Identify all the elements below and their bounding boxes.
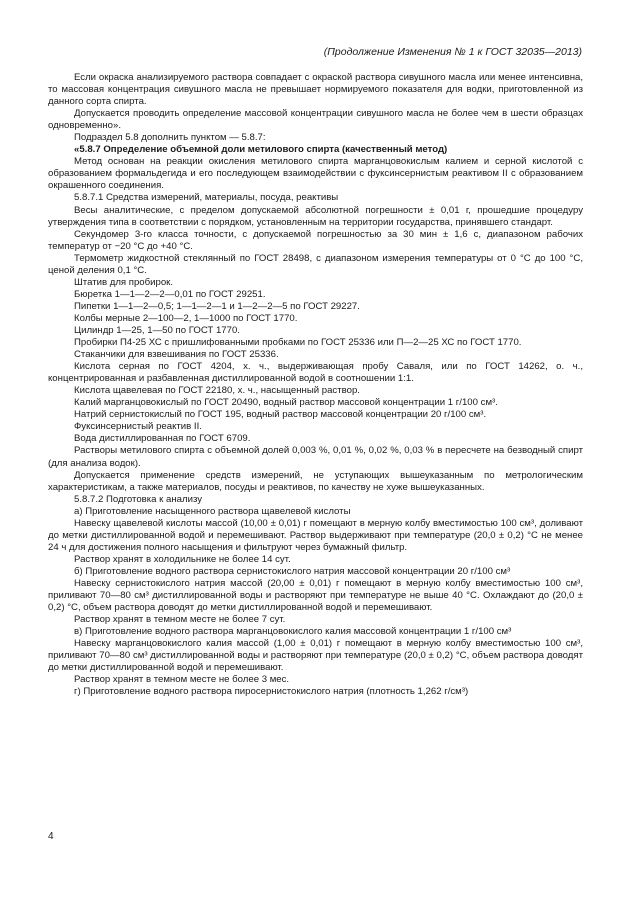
paragraph: Термометр жидкостной стеклянный по ГОСТ 28498, с диапазоном измерения температуры от 0 °С до 100 °С, ценой деления 0,1 °С.	[48, 252, 583, 276]
paragraph: а) Приготовление насыщенного раствора щавелевой кислоты	[74, 505, 351, 517]
paragraph: Пипетки 1—1—2—0,5; 1—1—2—1 и 1—2—2—5 по ГОСТ 29227.	[74, 300, 360, 312]
paragraph: Цилиндр 1—25, 1—50 по ГОСТ 1770.	[74, 324, 240, 336]
paragraph: в) Приготовление водного раствора марганцовокислого калия массовой концентрации 1 г/100 см³	[74, 626, 512, 638]
paragraph: Натрий сернистокислый по ГОСТ 195, водный раствор массовой концентрации 20 г/100 см³.	[74, 409, 487, 421]
paragraph: Метод основан на реакции окисления метилового спирта марганцовокислым калием и серной кислотой с образованием формальдегида и его последующем взаимодействии с фуксинсернистым реактивом II с образованием окрашенного соединения.	[48, 156, 583, 192]
paragraph: Навеску щавелевой кислоты массой (10,00 ± 0,01) г помещают в мерную колбу вместимостью 100 см³, доливают до метки дистиллированной водой и перемешивают. Раствор выдерживают при температуре (20,0 ± 0,2) °С не менее 24 ч для достижения полного насыщения и фильтруют через бумажный фильтр.	[48, 517, 583, 553]
paragraph: Допускается применение средств измерений, не уступающих вышеуказанным по метрологическим характеристикам, а также материалов, посуды и реактивов, по качеству не хуже вышеуказанных.	[48, 469, 583, 493]
paragraph: Кислота серная по ГОСТ 4204, х. ч., выдерживающая пробу Саваля, или по ГОСТ 14262, о. ч., концентрированная и разбавленная дистиллированной водой в соотношении 1:1.	[48, 361, 583, 385]
section-heading: «5.8.7 Определение объемной доли метилового спирта (качественный метод)	[74, 144, 448, 156]
paragraph: Кислота щавелевая по ГОСТ 22180, х. ч., насыщенный раствор.	[74, 385, 360, 397]
paragraph: Фуксинсернистый реактив II.	[74, 421, 202, 433]
paragraph: Весы аналитические, с пределом допускаемой абсолютной погрешности ± 0,01 г, прошедшие процедуру утверждения типа в соответствии с порядком, установленным на территории государства, принявшего стандарт.	[48, 204, 583, 228]
document-body	[48, 72, 583, 698]
paragraph: Раствор хранят в темном месте не более 7 сут.	[74, 614, 286, 626]
paragraph: Вода дистиллированная по ГОСТ 6709.	[74, 433, 251, 445]
paragraph: Пробирки П4-25 ХС с пришлифованными пробками по ГОСТ 25336 или П—2—25 ХС по ГОСТ 1770.	[74, 337, 522, 349]
paragraph: Навеску сернистокислого натрия массой (20,00 ± 0,01) г помещают в мерную колбу вместимостью 100 см³, приливают 70—80 см³ дистиллированной воды и растворяют при температуре не выше 40 °С. Охлаждают до (20,0 ± 0,2) °С, объем раствора доводят до метки дистиллированной водой и перемешивают.	[48, 577, 583, 614]
paragraph: б) Приготовление водного раствора сернистокислого натрия массовой концентрации 20 г/100 см³	[74, 565, 511, 577]
paragraph: г) Приготовление водного раствора пиросернистокислого натрия (плотность 1,262 г/см³)	[74, 686, 469, 698]
paragraph: Навеску марганцовокислого калия массой (1,00 ± 0,01) г помещают в мерную колбу вместимостью 100 см³, приливают 70—80 см³ дистиллированной воды и растворяют при температуре (20,0 ± 0,2) °С, объем раствора доводят до метки дистиллированной водой и перемешивают.	[48, 638, 583, 674]
running-header: (Продолжение Изменения № 1 к ГОСТ 32035—2013)	[323, 46, 582, 58]
paragraph: Растворы метилового спирта с объемной долей 0,003 %, 0,01 %, 0,02 %, 0,03 % в пересчете на безводный спирт (для анализа водок).	[48, 445, 583, 469]
paragraph: Если окраска анализируемого раствора совпадает с окраской раствора сивушного масла или менее интенсивна, то массовая концентрация сивушного масла не превышает нормируемого показателя для водки, приготовленной из данного сорта спирта.	[48, 72, 583, 108]
paragraph: Колбы мерные 2—100—2, 1—1000 по ГОСТ 1770.	[74, 312, 298, 324]
paragraph: Допускается проводить определение массовой концентрации сивушного масла не более чем в шести образцах одновременно».	[48, 108, 583, 132]
paragraph: Раствор хранят в холодильнике не более 14 сут.	[74, 553, 291, 565]
subsection-heading: 5.8.7.2 Подготовка к анализу	[74, 493, 203, 505]
paragraph: Стаканчики для взвешивания по ГОСТ 25336.	[74, 349, 279, 361]
paragraph: Раствор хранят в темном месте не более 3 мес.	[74, 674, 290, 686]
page-number: 4	[48, 831, 54, 842]
paragraph: Бюретка 1—1—2—2—0,01 по ГОСТ 29251.	[74, 288, 266, 300]
paragraph: Штатив для пробирок.	[74, 276, 174, 288]
subsection-heading: 5.8.7.1 Средства измерений, материалы, посуда, реактивы	[74, 192, 339, 204]
paragraph: Калий марганцовокислый по ГОСТ 20490, водный раствор массовой концентрации 1 г/100 см³.	[74, 397, 498, 409]
paragraph: Секундомер 3-го класса точности, с допускаемой погрешностью за 30 мин ± 1,6 с, диапазоном рабочих температур от −20 °С до +40 °С.	[48, 228, 583, 252]
paragraph: Подраздел 5.8 дополнить пунктом — 5.8.7:	[74, 132, 266, 144]
